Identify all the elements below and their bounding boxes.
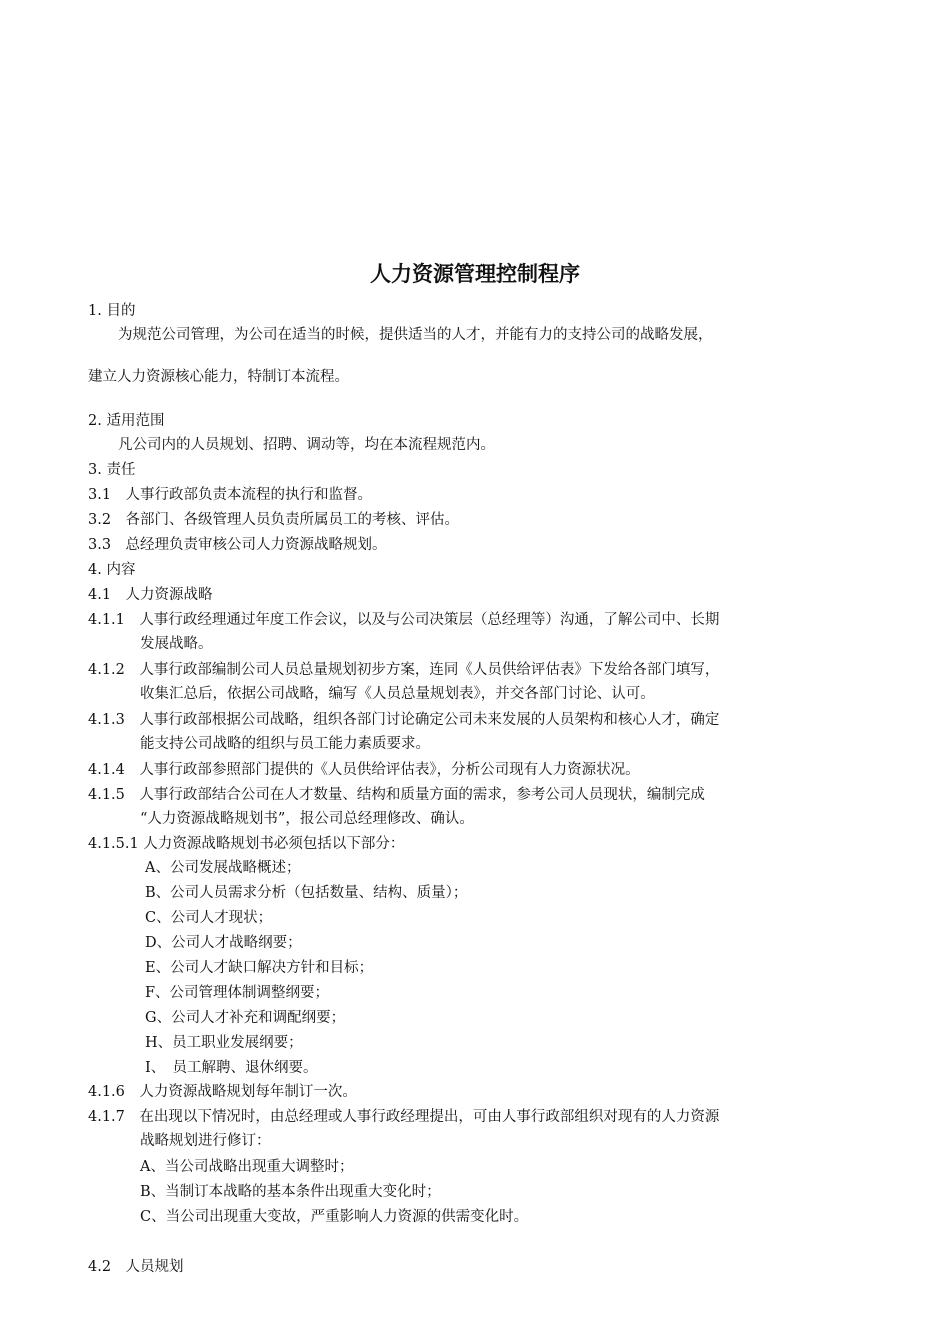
list-item-continuation: 战略规划进行修订： (140, 1133, 271, 1149)
sub-list-item: F、公司管理体制调整纲要； (145, 985, 330, 1001)
list-item-continuation: 能支持公司战略的组织与员工能力素质要求。 (140, 736, 430, 752)
list-item: 3.1 人事行政部负责本流程的执行和监督。 (88, 487, 373, 503)
subsection-heading: 4.2 人员规划 (88, 1259, 184, 1275)
paragraph-line: 建立人力资源核心能力，特制订本流程。 (88, 369, 349, 385)
sub-list-item: I、 员工解聘、退休纲要。 (145, 1060, 318, 1076)
list-item: 4.1.2 人事行政部编制公司人员总量规划初步方案，连同《人员供给评估表》下发给各部门填写， (88, 662, 720, 678)
sub-list-item: B、当制订本战略的基本条件出现重大变化时； (140, 1184, 441, 1200)
list-item-continuation: “人力资源战略规划书”，报公司总经理修改、确认。 (140, 811, 474, 827)
sub-list-item: G、公司人才补充和调配纲要； (145, 1010, 346, 1026)
section-heading-content: 4. 内容 (88, 562, 136, 578)
list-item: 4.1.1 人事行政经理通过年度工作会议，以及与公司决策层（总经理等）沟通，了解公司中、长期 (88, 612, 720, 628)
list-item: 3.3 总经理负责审核公司人力资源战略规划。 (88, 537, 387, 553)
section-heading-purpose: 1. 目的 (88, 303, 136, 319)
list-item: 4.1.4 人事行政部参照部门提供的《人员供给评估表》，分析公司现有人力资源状况。 (88, 762, 640, 778)
sub-list-item: E、公司人才缺口解决方针和目标； (145, 960, 374, 976)
document-title: 人力资源管理控制程序 (370, 262, 580, 286)
list-item-continuation: 发展战略。 (140, 636, 213, 652)
list-item: 4.1.3 人事行政部根据公司战略，组织各部门讨论确定公司未来发展的人员架构和核心人才，确定 (88, 712, 720, 728)
list-item: 4.1.5 人事行政部结合公司在人才数量、结构和质量方面的需求，参考公司人员现状，编制完成 (88, 787, 705, 803)
paragraph-line: 为规范公司管理，为公司在适当的时候，提供适当的人才，并能有力的支持公司的战略发展， (118, 327, 713, 343)
section-heading-responsibility: 3. 责任 (88, 462, 136, 478)
sub-list-item: C、当公司出现重大变故，严重影响人力资源的供需变化时。 (140, 1209, 529, 1225)
sub-list-item: B、公司人员需求分析（包括数量、结构、质量）； (145, 885, 468, 901)
list-item-continuation: 收集汇总后，依据公司战略，编写《人员总量规划表》，并交各部门讨论、认可。 (140, 686, 655, 702)
sub-list-item: D、公司人才战略纲要； (145, 935, 302, 951)
paragraph-line: 凡公司内的人员规划、招聘、调动等，均在本流程规范内。 (118, 437, 495, 453)
list-item: 4.1.7 在出现以下情况时，由总经理或人事行政经理提出，可由人事行政部组织对现有的人力资源 (88, 1109, 720, 1125)
sub-list-item: A、当公司战略出现重大调整时； (140, 1159, 354, 1175)
subsection-heading: 4.1 人力资源战略 (88, 587, 213, 603)
list-item: 3.2 各部门、各级管理人员负责所属员工的考核、评估。 (88, 512, 460, 528)
section-heading-scope: 2. 适用范围 (88, 413, 165, 429)
sub-list-item: H、员工职业发展纲要； (145, 1035, 303, 1051)
list-item: 4.1.6 人力资源战略规划每年制订一次。 (88, 1084, 357, 1100)
sub-list-item: C、公司人才现状； (145, 910, 273, 926)
list-item: 4.1.5.1 人力资源战略规划书必须包括以下部分： (88, 836, 405, 852)
sub-list-item: A、公司发展战略概述； (145, 860, 301, 876)
